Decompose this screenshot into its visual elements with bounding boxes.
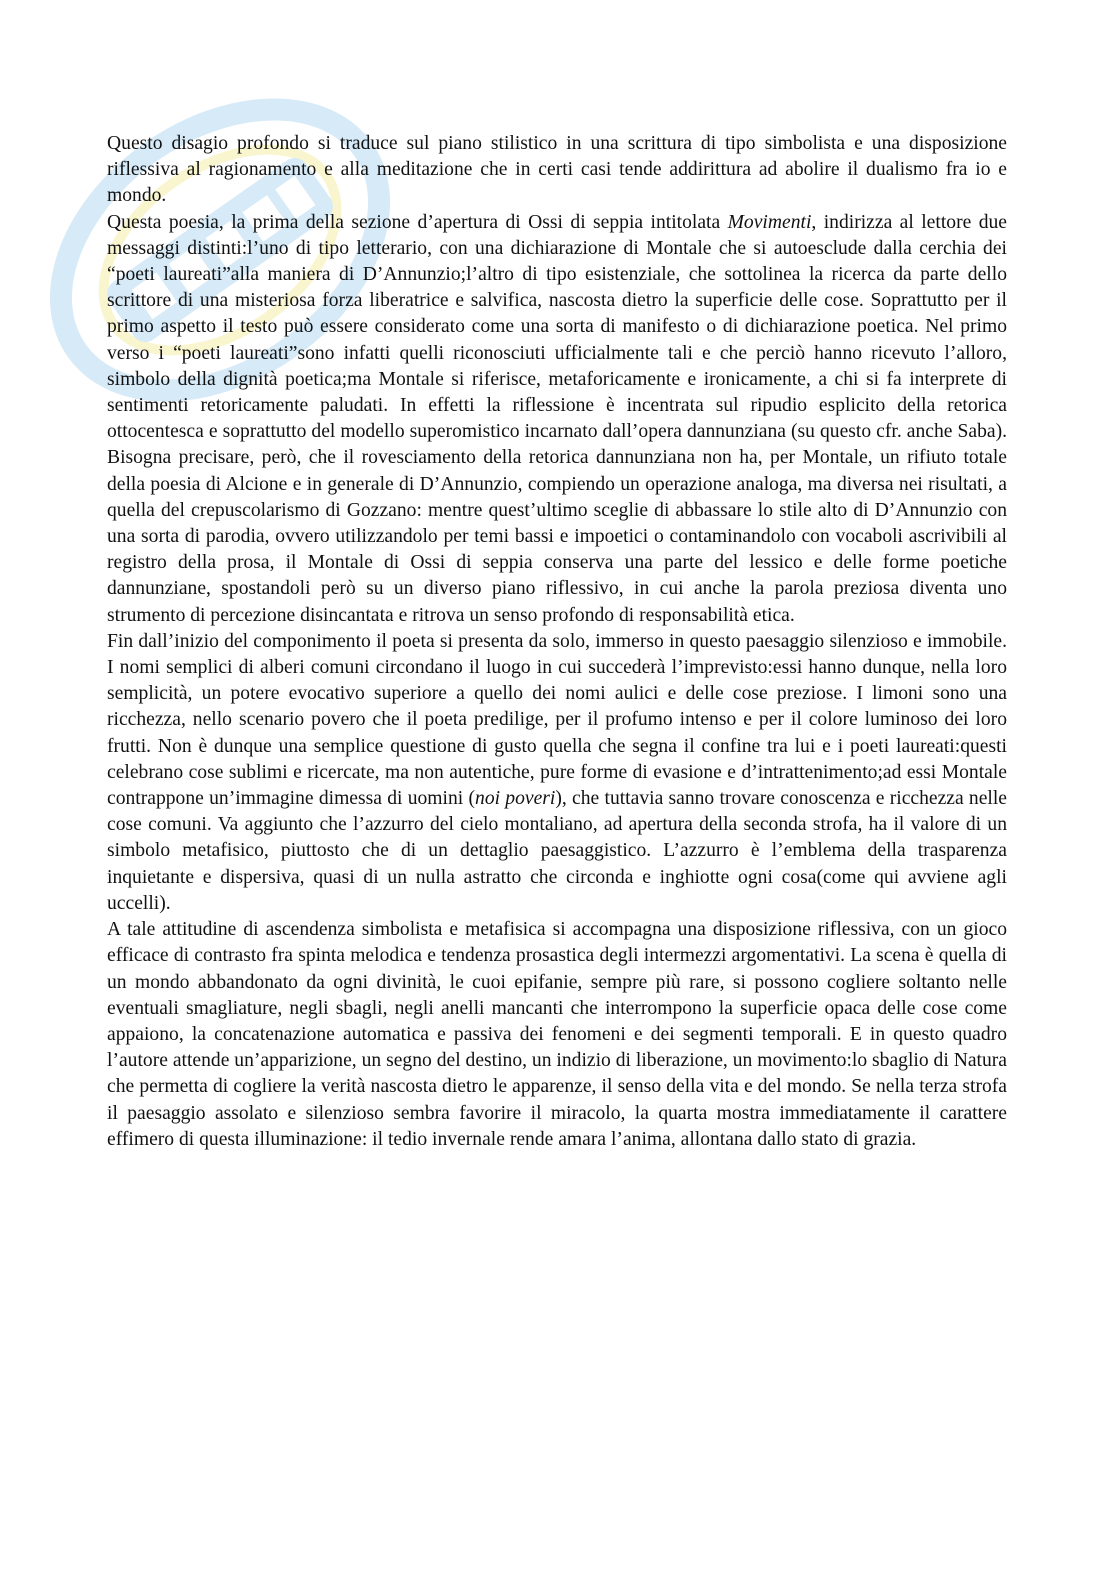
paragraph-3-italic-quote: noi poveri bbox=[475, 788, 556, 810]
paragraph-3 bbox=[107, 629, 1007, 917]
paragraph-2-italic-title: Movimenti bbox=[727, 211, 812, 233]
paragraph-2-text-a: Questa poesia, la prima della sezione d’apertura di Ossi di seppia intitolata bbox=[107, 211, 728, 233]
paragraph-3-text-b: ), che tuttavia sanno trovare conoscenza e ricchezza nelle cose comuni. Va aggiunto che l’azzurro del cielo montaliano, ad apertura della seconda strofa, ha il valore di un simbolo metafisico, piuttosto che di un dettaglio paesaggistico. L’azzurro è l’emblema della trasparenza inquietante e dispersiva, quasi di un nulla astratto che circonda e inghiotte ogni cosa(come qui avviene agli uccelli). bbox=[107, 788, 1008, 914]
paragraph-2 bbox=[107, 210, 1007, 629]
paragraph-1-text: Questo disagio profondo si traduce sul piano stilistico in una scrittura di tipo simbolista e una disposizione riflessiva al ragionamento e alla meditazione che in certi casi tende addirittura ad abolire il dualismo fra io e mondo. bbox=[107, 133, 1007, 207]
paragraph-4-text: A tale attitudine di ascendenza simbolista e metafisica si accompagna una disposizione riflessiva, con un gioco efficace di contrasto fra spinta melodica e tendenza prosastica degli intermezzi argomentativi. La scena è quella di un mondo abbandonato da ogni divinità, le cuoi epifanie, sempre più rare, si possono cogliere soltanto nelle eventuali smagliature, negli sbagli, negli anelli mancanti che interrompono la superficie opaca delle cose come appaiono, la concatenazione automatica e passiva dei fenomeni e dei segmenti temporali. E in questo quadro l’autore attende un’apparizione, un segno del destino, un indizio di liberazione, un movimento:lo sbaglio di Natura che permetta di cogliere la verità nascosta dietro le apparenze, il senso della vita e del mondo. Se nella terza strofa il paesaggio assolato e silenzioso sembra favorire il miracolo, la quarta mostra immediatamente il carattere effimero di questa illuminazione: il tedio invernale rende amara l’anima, allontana dallo stato di grazia. bbox=[107, 919, 1007, 1150]
paragraph-1 bbox=[107, 131, 1007, 210]
document-body bbox=[107, 131, 1007, 1153]
paragraph-2-text-b: , indirizza al lettore due messaggi distinti:l’uno di tipo letterario, con una dichiarazione di Montale che si autoesclude dalla cerchia dei “poeti laureati”alla maniera di D’Annunzio;l’altro di tipo esistenziale, che sottolinea la ricerca da parte dello scrittore di una misteriosa forza liberatrice e salvifica, nascosta dietro la superficie delle cose. Soprattutto per il primo aspetto il testo può essere considerato come una sorta di manifesto o di dichiarazione poetica. Nel primo verso i “poeti laureati”sono infatti quelli riconosciuti ufficialmente tali e che perciò hanno ricevuto l’alloro, simbolo della dignità poetica;ma Montale si riferisce, metaforicamente e ironicamente, a chi si fa interprete di sentimenti retoricamente paludati. In effetti la riflessione è incentrata sul ripudio esplicito della retorica ottocentesca e soprattutto del modello superomistico incarnato dall’opera dannunziana (su questo cfr. anche Saba). Bisogna precisare, però, che il rovesciamento della retorica dannunziana non ha, per Montale, un rifiuto totale della poesia di Alcione e in generale di D’Annunzio, compiendo un operazione analoga, ma diversa nei risultati, a quella del crepuscolarismo di Gozzano: mentre quest’ultimo sceglie di abbassare lo stile alto di D’Annunzio con una sorta di parodia, ovvero utilizzandolo per temi bassi e impoetici o contaminandolo con vocaboli ascrivibili al registro della prosa, il Montale di Ossi di seppia conserva una parte del lessico e delle forme poetiche dannunziane, spostandoli però su un diverso piano riflessivo, in cui anche la parola preziosa diventa uno strumento di percezione disincantata e ritrova un senso profondo di responsabilità etica. bbox=[107, 211, 1007, 626]
paragraph-3-text-a: Fin dall’inizio del componimento il poeta si presenta da solo, immerso in questo paesaggio silenzioso e immobile. I nomi semplici di alberi comuni circondano il luogo in cui succederà l’imprevisto:essi hanno dunque, nella loro semplicità, un potere evocativo superiore a quello dei nomi aulici e delle cose preziose. I limoni sono una ricchezza, nello scenario povero che il poeta predilige, per il profumo intenso e per il colore luminoso dei loro frutti. Non è dunque una semplice questione di gusto quella che segna il confine tra lui e i poeti laureati:questi celebrano cose sublimi e ricercate, ma non autentiche, pure forme di evasione e d’intrattenimento;ad essi Montale contrappone un’immagine dimessa di uomini ( bbox=[107, 630, 1007, 810]
paragraph-4 bbox=[107, 917, 1007, 1153]
